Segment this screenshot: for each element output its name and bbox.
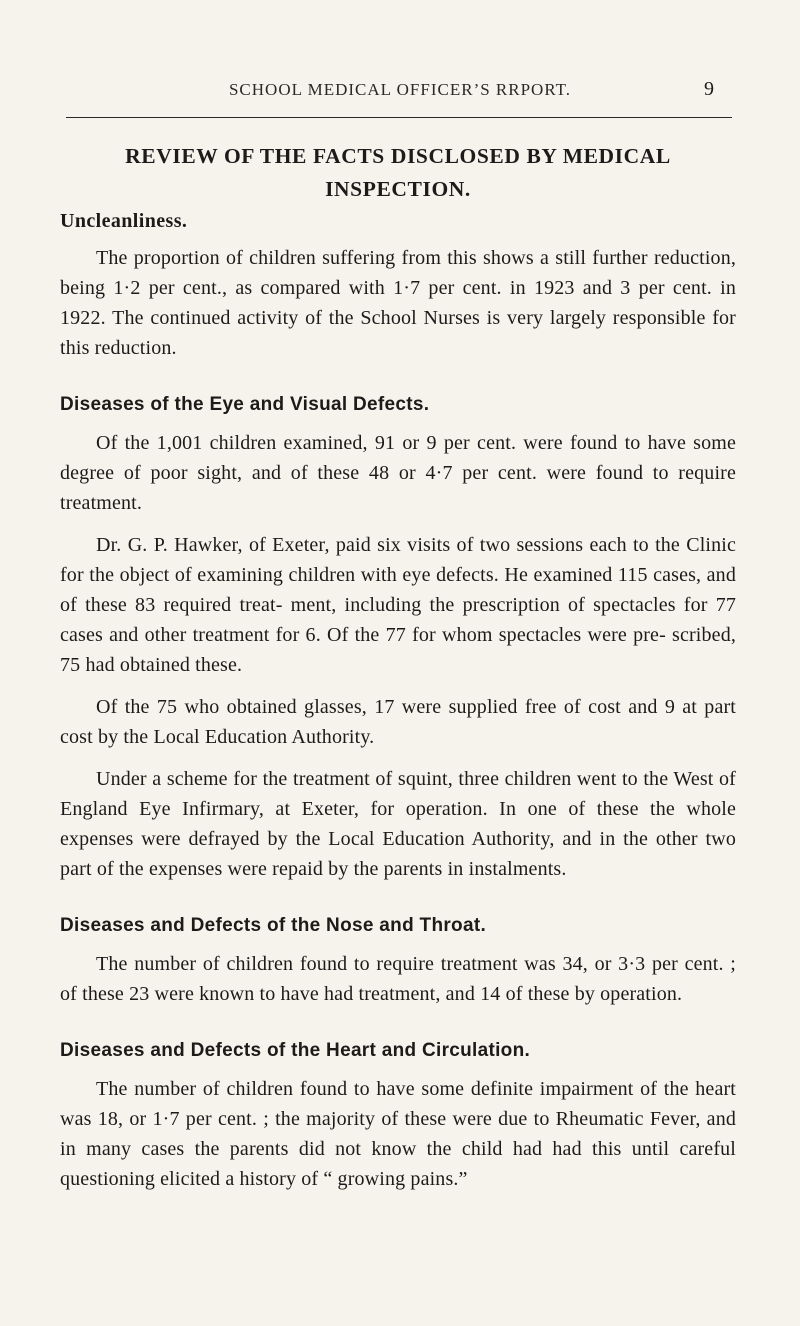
section-title-uncleanliness: Uncleanliness. <box>60 210 188 232</box>
section-title-heart: Diseases and Defects of the Heart and Circulation. <box>60 1040 531 1061</box>
page-heading: REVIEW OF THE FACTS DISCLOSED BY MEDICAL INSPECTION. <box>125 144 671 201</box>
paragraph: Of the 75 who obtained glasses, 17 were supplied free of cost and 9 at part cost by the Local Education Authority. <box>60 696 736 748</box>
paragraph: Under a scheme for the treatment of squint, three children went to the West of England Eye Infirmary, at Exeter, for operation. In one of these the whole expenses were defrayed by the Local Education Authority, and in the other two part of the expenses were repaid by the parents in instalments. <box>60 768 736 880</box>
paragraph: The number of children found to require treatment was 34, or 3·3 per cent. ; of these 23 were known to have had treatment, and 14 of these by operation. <box>60 953 736 1005</box>
paragraph: The number of children found to have some definite impairment of the heart was 18, or 1·7 per cent. ; the majority of these were due to Rheumatic Fever, and in many cases the parents did not know the child had had this until careful questioning elicited a history of “ growing pains.” <box>60 1078 736 1190</box>
running-title: SCHOOL MEDICAL OFFICER’S RRPORT. <box>228 80 572 99</box>
section-title-nose-throat: Diseases and Defects of the Nose and Throat. <box>60 915 487 936</box>
main-content <box>60 140 736 1194</box>
section-title-eye: Diseases of the Eye and Visual Defects. <box>60 394 430 415</box>
header-rule <box>66 117 732 118</box>
paragraph: Dr. G. P. Hawker, of Exeter, paid six visits of two sessions each to the Clinic for the object of examining children with eye defects. He examined 115 cases, and of these 83 required treat- ment, including the prescription of spectacles for 77 cases and other treatment for 6. Of the 77 for whom spectacles were pre- scribed, 75 had obtained these. <box>60 534 736 676</box>
running-head <box>0 80 800 100</box>
paragraph: Of the 1,001 children examined, 91 or 9 per cent. were found to have some degree of poor sight, and of these 48 or 4·7 per cent. were found to require treatment. <box>60 432 736 514</box>
paragraph: The proportion of children suffering from this shows a still further reduction, being 1·2 per cent., as compared with 1·7 per cent. in 1923 and 3 per cent. in 1922. The continued activity of the School Nurses is very largely responsible for this reduction. <box>60 247 736 359</box>
page-number: 9 <box>704 78 714 100</box>
